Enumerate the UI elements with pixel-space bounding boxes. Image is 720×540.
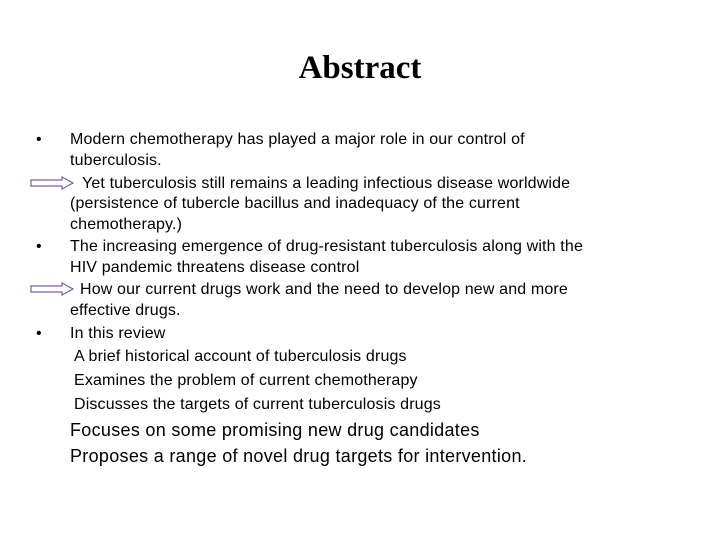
bullet-marker-1: •: [36, 131, 42, 148]
arrow-1-line-1: Yet tuberculosis still remains a leading infectious disease worldwide: [82, 175, 571, 192]
right-arrow-icon: [30, 282, 74, 296]
bullet-2-line-2: HIV pandemic threatens disease control: [70, 259, 360, 276]
arrow-2-line-1: How our current drugs work and the need to develop new and more: [80, 281, 568, 298]
bullet-2-line-1: The increasing emergence of drug-resistant tuberculosis along with the: [70, 238, 583, 255]
bullet-marker-2: •: [36, 238, 42, 255]
bullet-1-line-2: tuberculosis.: [70, 152, 162, 169]
arrow-1-line-2: (persistence of tubercle bacillus and inadequacy of the current: [70, 195, 520, 212]
bullet-marker-3: •: [36, 325, 42, 342]
review-item-1: A brief historical account of tuberculosis drugs: [74, 348, 407, 365]
review-item-3: Discusses the targets of current tuberculosis drugs: [74, 396, 441, 413]
right-arrow-icon: [30, 176, 74, 190]
review-item-4: Focuses on some promising new drug candidates: [70, 420, 480, 440]
bullet-3-line-1: In this review: [70, 325, 166, 342]
bullet-1-line-1: Modern chemotherapy has played a major role in our control of: [70, 131, 525, 148]
arrow-2-line-2: effective drugs.: [70, 302, 181, 319]
slide-title: Abstract: [298, 50, 422, 86]
review-item-2: Examines the problem of current chemotherapy: [74, 372, 418, 389]
arrow-1-line-3: chemotherapy.): [70, 216, 183, 233]
review-item-5: Proposes a range of novel drug targets for intervention.: [70, 446, 528, 466]
